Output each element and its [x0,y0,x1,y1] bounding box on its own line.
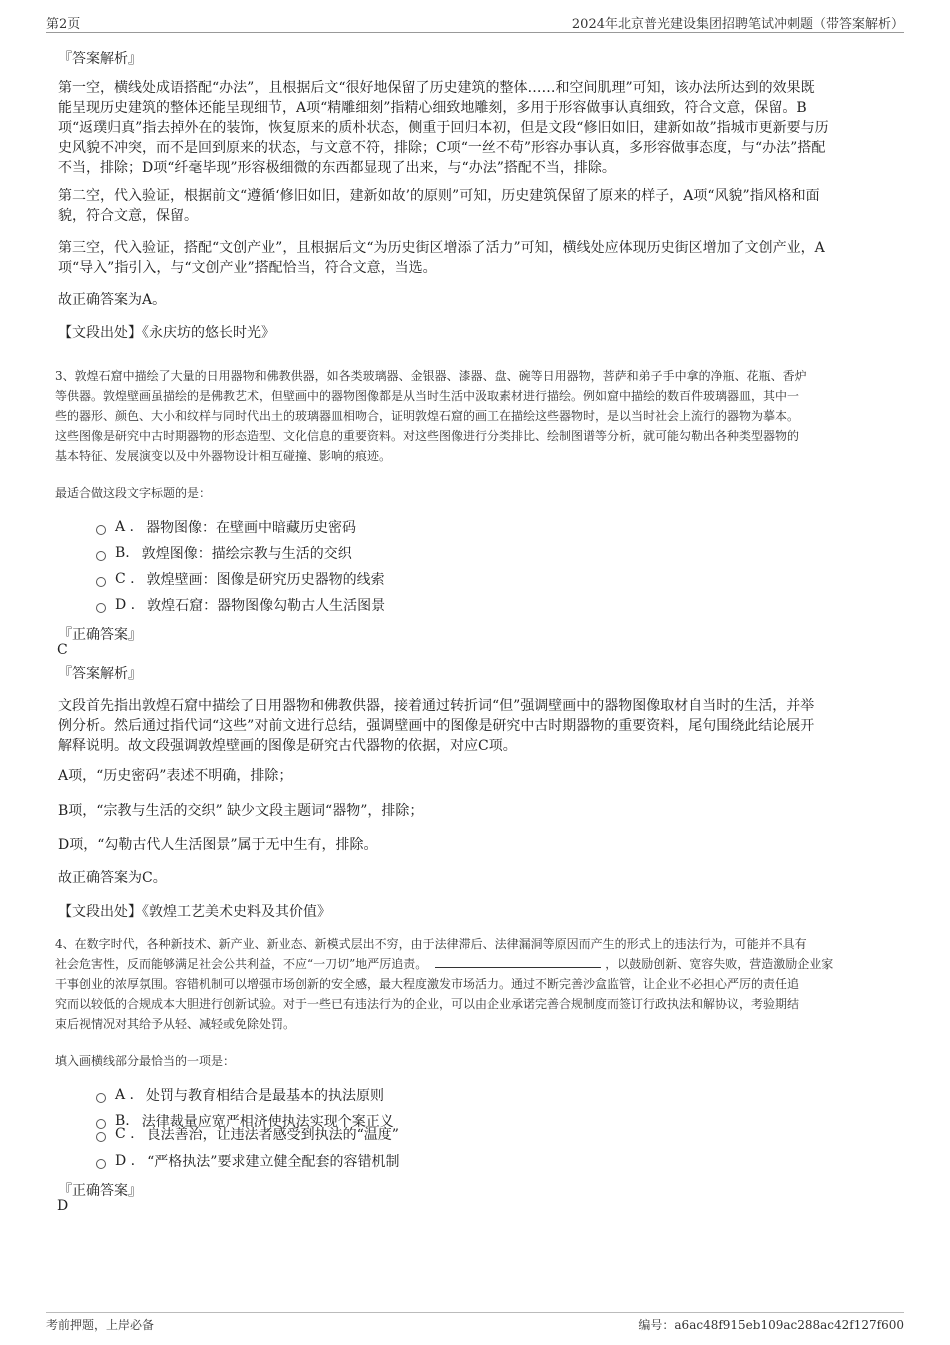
option-letter: D . [115,1153,136,1169]
answer-conclusion: 故正确答案为C。 [58,870,167,886]
option-note-d: D项，“勾勒古代人生活图景”属于无中生有，排除。 [58,837,378,853]
text-line: 等供器。敦煌壁画虽描绘的是佛教艺术，但壁画中的器物图像都是从当时生活中汲取素材进行描绘。例如窟中描绘的数百件玻璃器皿，其中一 [55,389,800,403]
document-title: 2024年北京普光建设集团招聘笔试冲刺题（带答案解析） [571,17,904,32]
radio-icon[interactable] [96,551,106,561]
text-line: 项“导入”指引入，与“文创产业”搭配恰当，符合文意，当选。 [58,260,437,276]
text-line: 3、敦煌石窟中描绘了大量的日用器物和佛教供器，如各类玻璃器、金银器、漆器、盘、碗等日用器物，菩萨和弟子手中拿的净瓶、花瓶、香炉 [55,369,807,383]
option-letter: A . [115,1087,135,1103]
radio-icon[interactable] [96,1159,106,1169]
correct-answer-value: C [57,642,68,658]
text-line: 解释说明。故文段强调敦煌壁画的图像是研究古代器物的依据，对应C项。 [58,738,517,754]
question-4-option-c[interactable] [96,1124,399,1144]
analysis-heading: 『答案解析』 [58,51,142,67]
footer-slogan: 考前押题，上岸必备 [46,1318,155,1332]
footer-divider [46,1312,904,1313]
radio-icon[interactable] [96,525,106,535]
header-divider [46,32,904,33]
question-4-stem [55,934,895,1034]
text-line: 基本特征、发展演变以及中外器物设计相互碰撞、影响的痕迹。 [55,449,392,463]
option-text: 法律裁量应宽严相济使执法实现个案正义 [141,1114,394,1130]
text-line: 束后视情况对其给予从轻、减轻或免除处罚。 [55,1017,296,1031]
question-3-stem [55,366,895,466]
analysis-paragraph-2 [58,186,888,226]
blank-line [435,955,601,968]
option-note-b: B项，“宗教与生活的交织” 缺少文段主题词“器物”，排除； [58,803,424,819]
text-line: 貌，符合文意，保留。 [58,208,198,224]
document-id: 编号：a6ac48f915eb109ac288ac42f127f600 [638,1318,904,1332]
correct-answer-heading: 『正确答案』 [58,627,142,643]
page-number: 第2页 [46,17,81,32]
text-line [55,954,895,974]
text-line: 项“返璞归真”指去掉外在的装饰，恢复原来的质朴状态，侧重于回归本初，但是文段“修旧如旧，建新如故”指城市更新要与历 [58,120,829,136]
correct-answer-heading: 『正确答案』 [58,1183,142,1199]
radio-icon[interactable] [96,1093,106,1103]
text-line: 能呈现历史建筑的整体还能呈现细节，A项“精雕细刻”指精心细致地雕刻，多用于形容做事认真细致，符合文意，保留。B [58,100,807,116]
option-text: “严格执法”要求建立健全配套的容错机制 [147,1154,400,1170]
option-text: 敦煌壁画：图像是研究历史器物的线索 [146,572,385,588]
option-text: 良法善治，让违法者感受到执法的“温度” [146,1127,399,1143]
question-3-option-b[interactable] [96,543,352,563]
analysis-paragraph-1 [58,78,888,178]
radio-icon[interactable] [96,577,106,587]
option-letter: C . [115,1126,135,1142]
answer-conclusion: 故正确答案为A。 [58,292,167,308]
text-segment: 社会危害性，反而能够满足社会公共利益，不应“一刀切”地严厉追责。 [55,957,428,971]
text-line: 这些图像是研究中古时期器物的形态造型、文化信息的重要资料。对这些图像进行分类排比、绘制图谱等分析，就可能勾勒出各种类型器物的 [55,429,800,443]
text-line: 第二空，代入验证，根据前文“遵循‘修旧如旧，建新如故’的原则”可知，历史建筑保留了原来的样子，A项“风貌”指风格和面 [58,188,820,204]
option-letter: B. [115,1113,130,1129]
option-letter: D . [115,597,136,613]
text-line: 些的器形、颜色、大小和纹样与同时代出土的玻璃器皿相吻合，证明敦煌石窟的画工在描绘这些器物时，是以当时社会上流行的器物为摹本。 [55,409,800,423]
text-line: 史风貌不冲突，而不是回到原来的状态，与文意不符，排除；C项“一丝不苟”形容办事认真，多形容做事态度，与“办法”搭配 [58,140,826,156]
text-segment: ，以鼓励创新、宽容失败，营造激励企业家 [605,957,834,971]
option-text: 敦煌图像：描绘宗教与生活的交织 [141,546,352,562]
text-line: 第三空，代入验证，搭配“文创产业”，且根据后文“为历史街区增添了活力”可知，横线处应体现历史街区增加了文创产业，A [58,240,825,256]
question-3-prompt: 最适合做这段文字标题的是： [55,486,212,500]
question-3-option-c[interactable] [96,569,385,589]
option-letter: C . [115,571,135,587]
passage-source: 【文段出处】《敦煌工艺美术史料及其价值》 [58,904,331,920]
question-4-option-d[interactable] [96,1151,399,1171]
question-4-option-a[interactable] [96,1085,384,1105]
question-3-option-a[interactable] [96,517,356,537]
text-line: 不当，排除；D项“纤毫毕现”形容极细微的东西都显现了出来，与“办法”搭配不当，排除。 [58,160,616,176]
analysis-heading: 『答案解析』 [58,666,142,682]
text-line: 第一空，横线处成语搭配“办法”，且根据后文“很好地保留了历史建筑的整体……和空间肌理”可知，该办法所达到的效果既 [58,80,815,96]
question-3-analysis [58,696,888,756]
option-note-a: A项，“历史密码”表述不明确，排除； [58,768,293,784]
correct-answer-value: D [57,1198,69,1214]
radio-icon[interactable] [96,603,106,613]
question-3-option-d[interactable] [96,595,385,615]
text-line: 究而以较低的合规成本大胆进行创新试验。对于一些已有违法行为的企业，可以由企业承诺完善合规制度而签订行政执法和解协议，考验期结 [55,997,800,1011]
option-text: 处罚与教育相结合是最基本的执法原则 [146,1088,385,1104]
option-text: 器物图像：在壁画中暗藏历史密码 [146,520,357,536]
text-line: 例分析。然后通过指代词“这些”对前文进行总结，强调壁画中的图像是研究中古时期器物的重要资料，尾句围绕此结论展开 [58,718,815,734]
text-line: 干事创业的浓厚氛围。容错机制可以增强市场创新的安全感，最大程度激发市场活力。通过不断完善沙盒监管，让企业不必担心严厉的责任追 [55,977,800,991]
text-line: 文段首先指出敦煌石窟中描绘了日用器物和佛教供器，接着通过转折词“但”强调壁画中的器物图像取材自当时的生活，并举 [58,698,815,714]
analysis-paragraph-3 [58,238,888,278]
option-letter: A . [115,519,135,535]
option-text: 敦煌石窟：器物图像勾勒古人生活图景 [147,598,386,614]
option-letter: B. [115,545,130,561]
text-line: 4、在数字时代，各种新技术、新产业、新业态、新模式层出不穷，由于法律滞后、法律漏洞等原因而产生的形式上的违法行为，可能并不具有 [55,937,807,951]
radio-icon[interactable] [96,1132,106,1142]
passage-source: 【文段出处】《永庆坊的悠长时光》 [58,325,275,341]
question-4-prompt: 填入画横线部分最恰当的一项是： [55,1054,236,1068]
